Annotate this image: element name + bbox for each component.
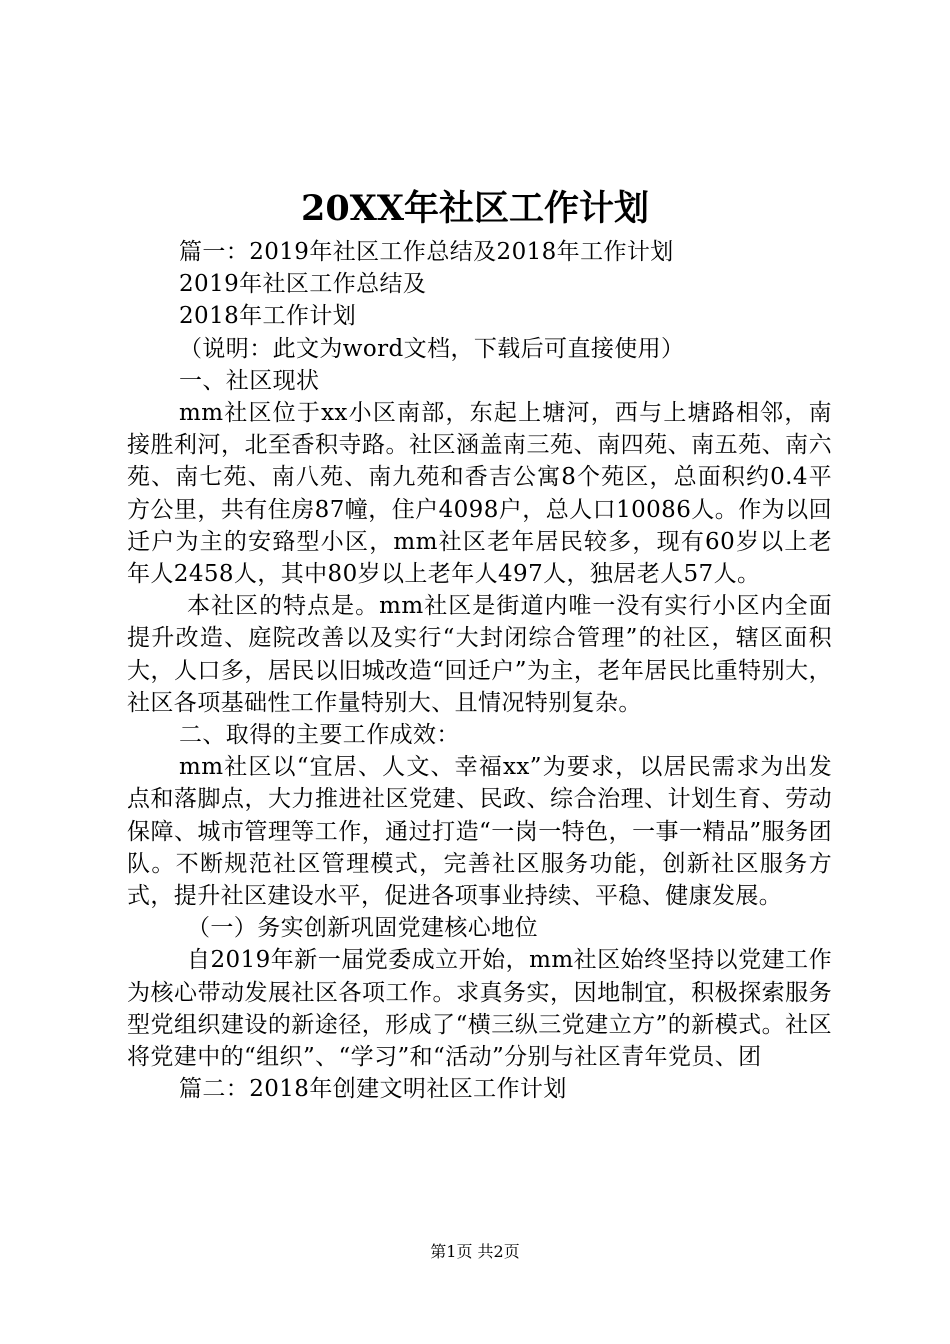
paragraph-part-one-heading: 篇一：2019年社区工作总结及2018年工作计划 xyxy=(179,239,674,265)
paragraph-plan-title: 2018年工作计划 xyxy=(179,303,357,330)
document-title: 20XX年社区工作计划 xyxy=(300,188,650,229)
paragraph-community-overview: mm社区位于xx小区南部，东起上塘河，西与上塘路相邻，南接胜利河，北至香积寺路。社区涵盖南三苑、南四苑、南五苑、南六苑、南七苑、南八苑、南九苑和香吉公寓8个苑区，总面积约0.4平方公里，共有住房87幢，住户4098户，总人口10086人。作为以回迁户为主的安臵型小区，mm社区老年居民较多，现有60岁以上老年人2458人，其中80岁以上老年人497人，独居老人57人。 xyxy=(127,400,832,588)
paragraph-summary-title: 2019年社区工作总结及 xyxy=(179,271,427,298)
paragraph-note: （说明：此文为word文档，下载后可直接使用） xyxy=(179,335,685,362)
section-heading-achievements: 二、取得的主要工作成效： xyxy=(179,722,460,749)
section-heading-status: 一、社区现状 xyxy=(179,367,320,394)
paragraph-community-features: 本社区的特点是。mm社区是街道内唯一没有实行小区内全面提升改造、庭院改善以及实行“大封闭综合管理”的社区，辖区面积大，人口多，居民以旧城改造“回迁户”为主，老年居民比重特别大，社区各项基础性工作量特别大、且情况特别复杂。 xyxy=(127,593,832,716)
paragraph-party-building: 自2019年新一届党委成立开始，mm社区始终坚持以党建工作为核心带动发展社区各项工作。求真务实，因地制宜，积极探索服务型党组织建设的新途径，形成了“横三纵三党建立方”的新模式。社区将党建中的“组织”、“学习”和“活动”分别与社区青年党员、团 xyxy=(127,947,832,1071)
paragraph-achievements: mm社区以“宜居、人文、幸福xx”为要求，以居民需求为出发点和落脚点，大力推进社区党建、民政、综合治理、计划生育、劳动保障、城市管理等工作，通过打造“一岗一特色，一事一精品”服务团队。不断规范社区管理模式，完善社区服务功能，创新社区服务方式，提升社区建设水平，促进各项事业持续、平稳、健康发展。 xyxy=(127,754,832,910)
subsection-heading-party-building: （一）务实创新巩固党建核心地位 xyxy=(187,915,538,942)
document-body xyxy=(127,236,832,1105)
page-footer: 第1页 共2页 xyxy=(430,1242,520,1261)
paragraph-part-two-heading: 篇二：2018年创建文明社区工作计划 xyxy=(179,1076,567,1103)
